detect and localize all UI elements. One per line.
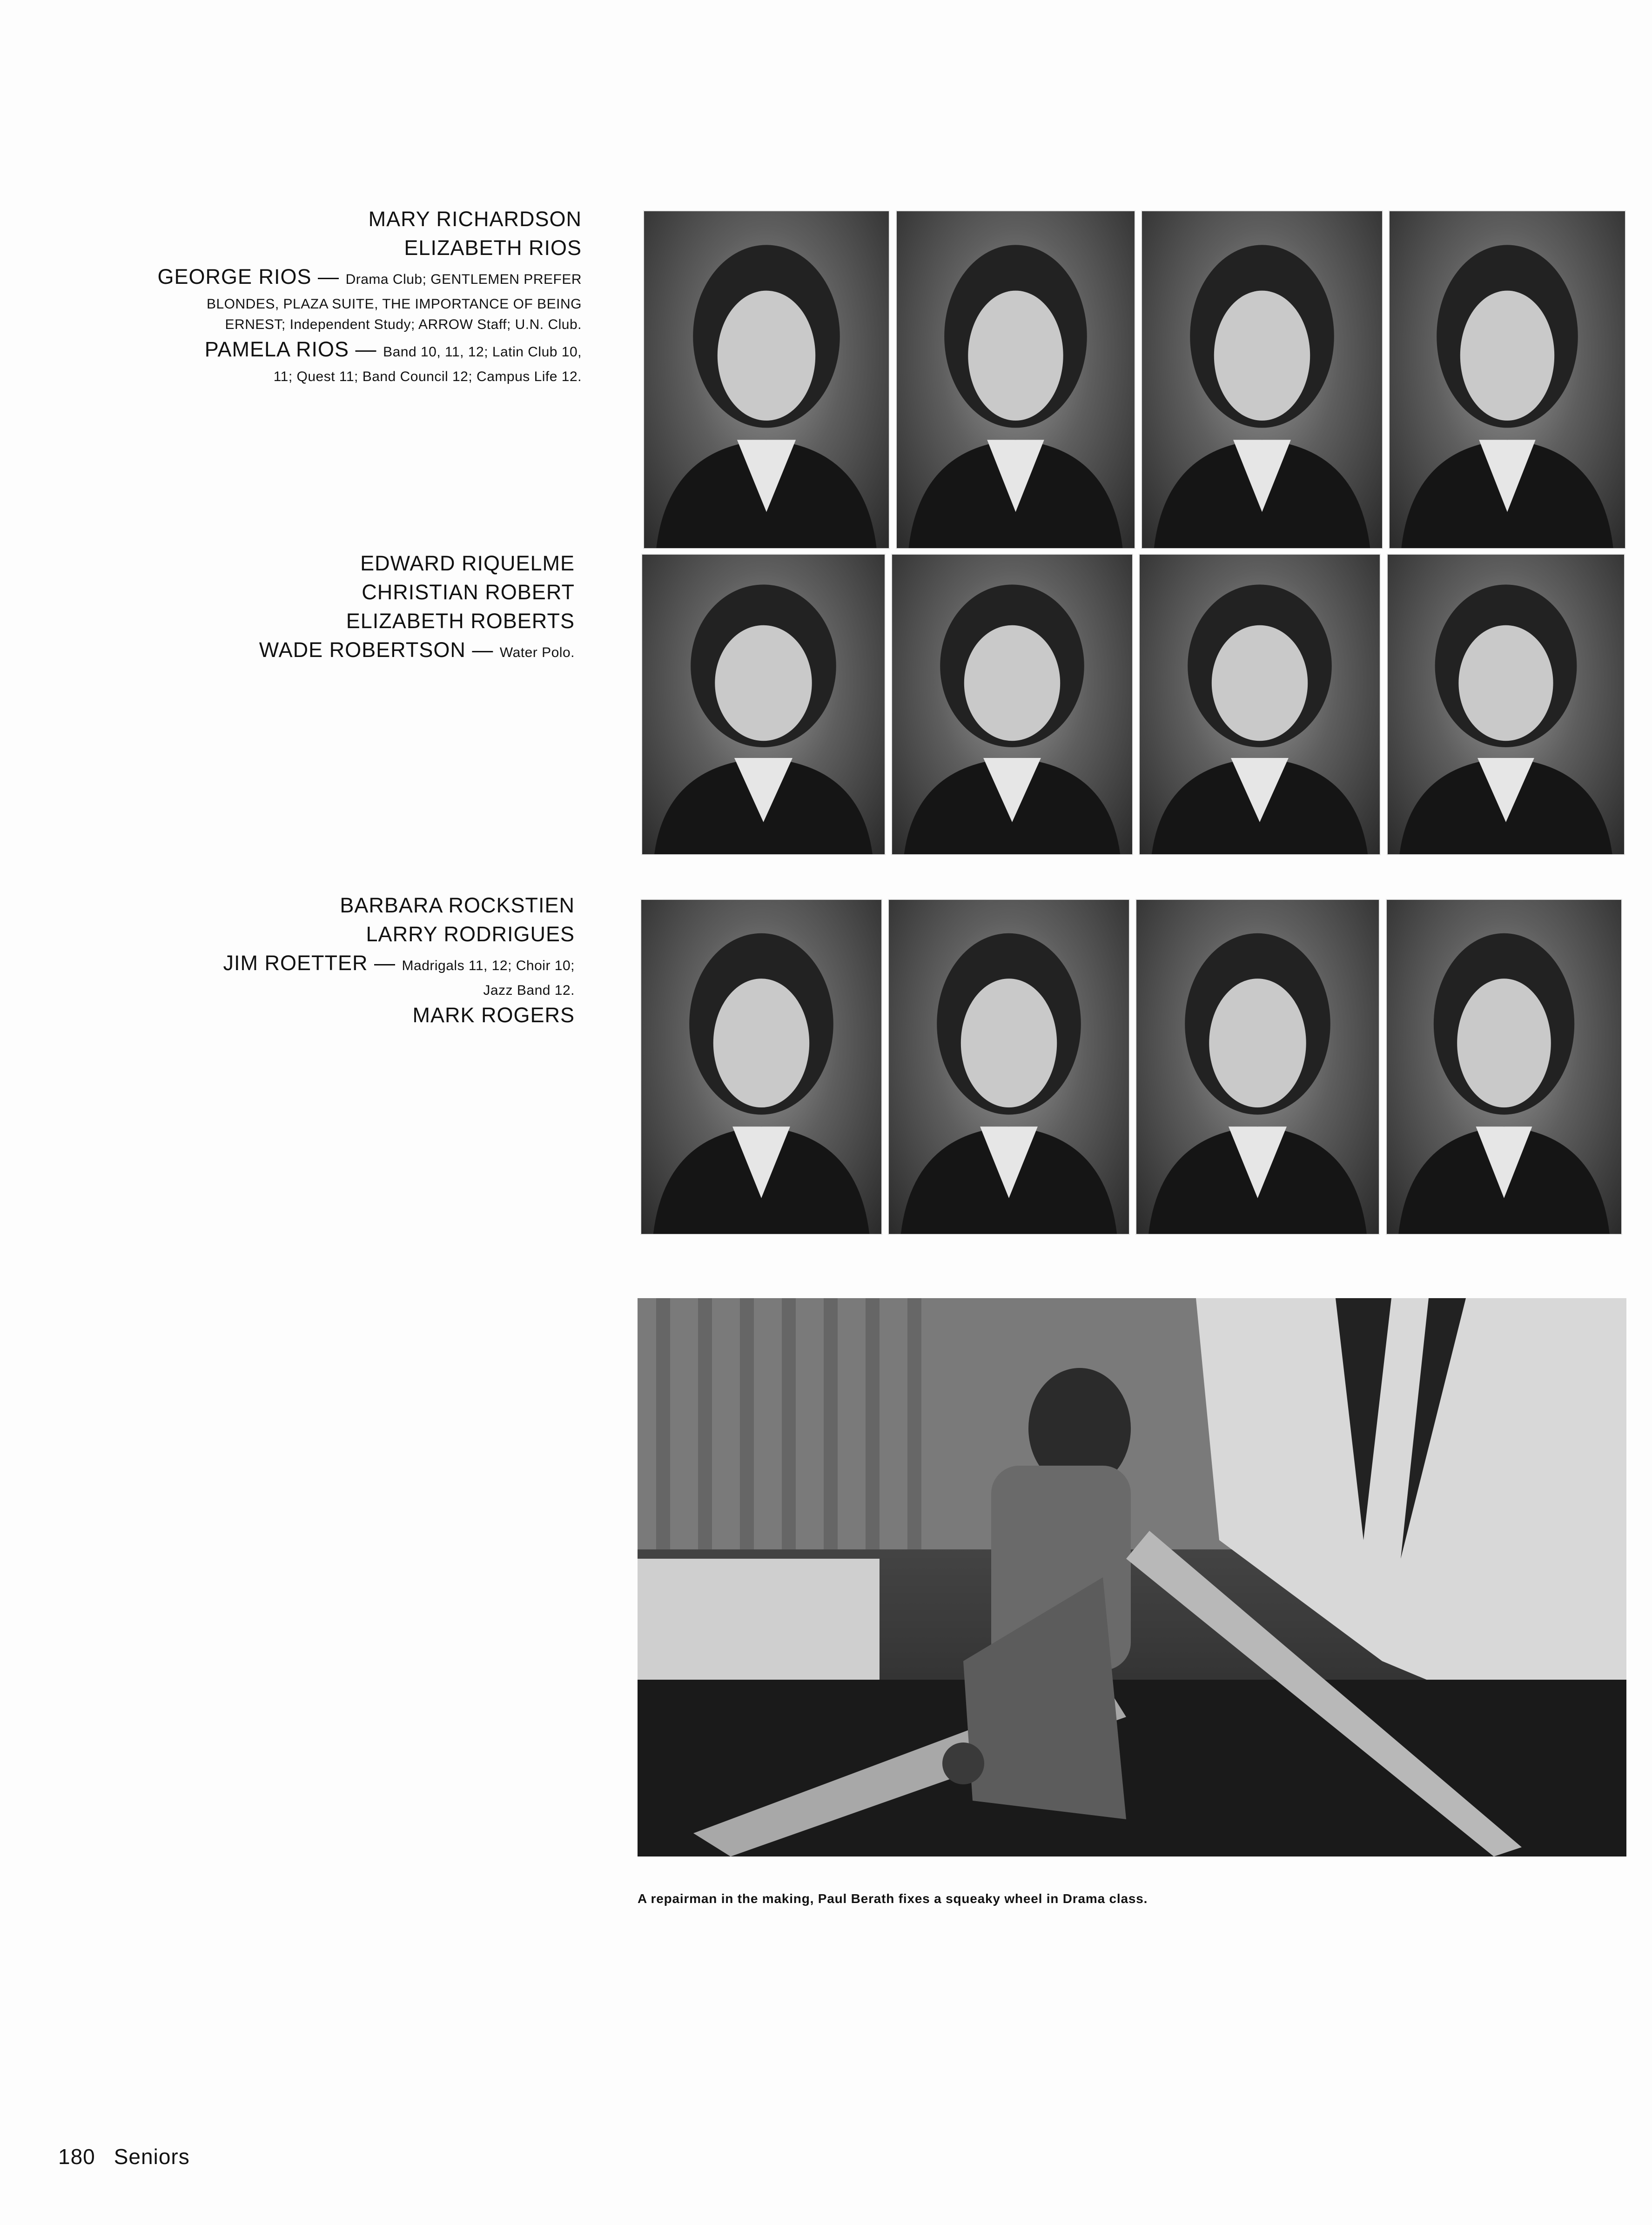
portrait-silhouette (892, 555, 1132, 854)
portrait-silhouette (1142, 211, 1382, 548)
portrait-silhouette (1387, 900, 1621, 1234)
portrait-silhouette (642, 555, 885, 854)
activity-list: Band 10, 11, 12; Latin Club 10, (383, 344, 582, 360)
activity-list: Drama Club; GENTLEMEN PREFER (345, 272, 582, 287)
portrait-silhouette (641, 900, 881, 1234)
portrait-photo (640, 899, 882, 1235)
portrait-photo (1386, 899, 1622, 1235)
activity-list: Madrigals 11, 12; Choir 10; (402, 958, 575, 973)
senior-name: PAMELA RIOS — Band 10, 11, 12; Latin Club 10, (204, 337, 582, 361)
senior-name: LARRY RODRIGUES (366, 922, 575, 946)
senior-name: ELIZABETH RIOS (404, 236, 582, 260)
senior-name: GEORGE RIOS — Drama Club; GENTLEMEN PREFER (157, 265, 582, 288)
portrait-silhouette (1140, 555, 1380, 854)
portrait-photo (1139, 554, 1381, 855)
portrait-photo (888, 899, 1130, 1235)
senior-name: JIM ROETTER — Madrigals 11, 12; Choir 10; (223, 951, 575, 975)
portrait-silhouette (1390, 211, 1625, 548)
page-number: 180 (58, 2145, 95, 2169)
candid-photo (638, 1298, 1626, 1856)
senior-name: BARBARA ROCKSTIEN (340, 893, 575, 917)
portrait-photo (1135, 899, 1380, 1235)
senior-name: MARK ROGERS (412, 1003, 575, 1027)
senior-name: CHRISTIAN ROBERT (362, 580, 575, 604)
name-block-row-3 (223, 891, 575, 1030)
photo-caption: A repairman in the making, Paul Berath fixes a squeaky wheel in Drama class. (638, 1891, 1148, 1906)
activity-list-continued: BLONDES, PLAZA SUITE, THE IMPORTANCE OF BEING (206, 296, 582, 312)
portrait-photo (643, 210, 890, 549)
senior-name: ELIZABETH ROBERTS (346, 609, 575, 633)
portrait-photo (896, 210, 1135, 549)
portrait-silhouette (1136, 900, 1379, 1234)
name-block-row-1 (157, 205, 582, 387)
page-footer (58, 2144, 208, 2169)
portrait-photo (1141, 210, 1383, 549)
section-title: Seniors (114, 2145, 190, 2169)
activity-list: Water Polo. (499, 645, 575, 660)
portrait-silhouette (644, 211, 889, 548)
activity-list-continued: 11; Quest 11; Band Council 12; Campus Life 12. (273, 369, 582, 384)
senior-name: WADE ROBERTSON — Water Polo. (259, 638, 575, 662)
activity-list-continued: Jazz Band 12. (483, 983, 575, 998)
senior-name: EDWARD RIQUELME (360, 551, 575, 575)
portrait-photo (641, 554, 886, 855)
portrait-photo (1389, 210, 1626, 549)
portrait-silhouette (889, 900, 1129, 1234)
portrait-photo (891, 554, 1133, 855)
portrait-silhouette (897, 211, 1135, 548)
senior-name: MARY RICHARDSON (368, 207, 582, 231)
portrait-silhouette (1388, 555, 1624, 854)
activity-list-continued: ERNEST; Independent Study; ARROW Staff; U.N. Club. (225, 317, 582, 332)
portrait-photo (1387, 554, 1625, 855)
candid-photo-illustration (638, 1298, 1626, 1856)
name-block-row-2 (259, 549, 575, 667)
